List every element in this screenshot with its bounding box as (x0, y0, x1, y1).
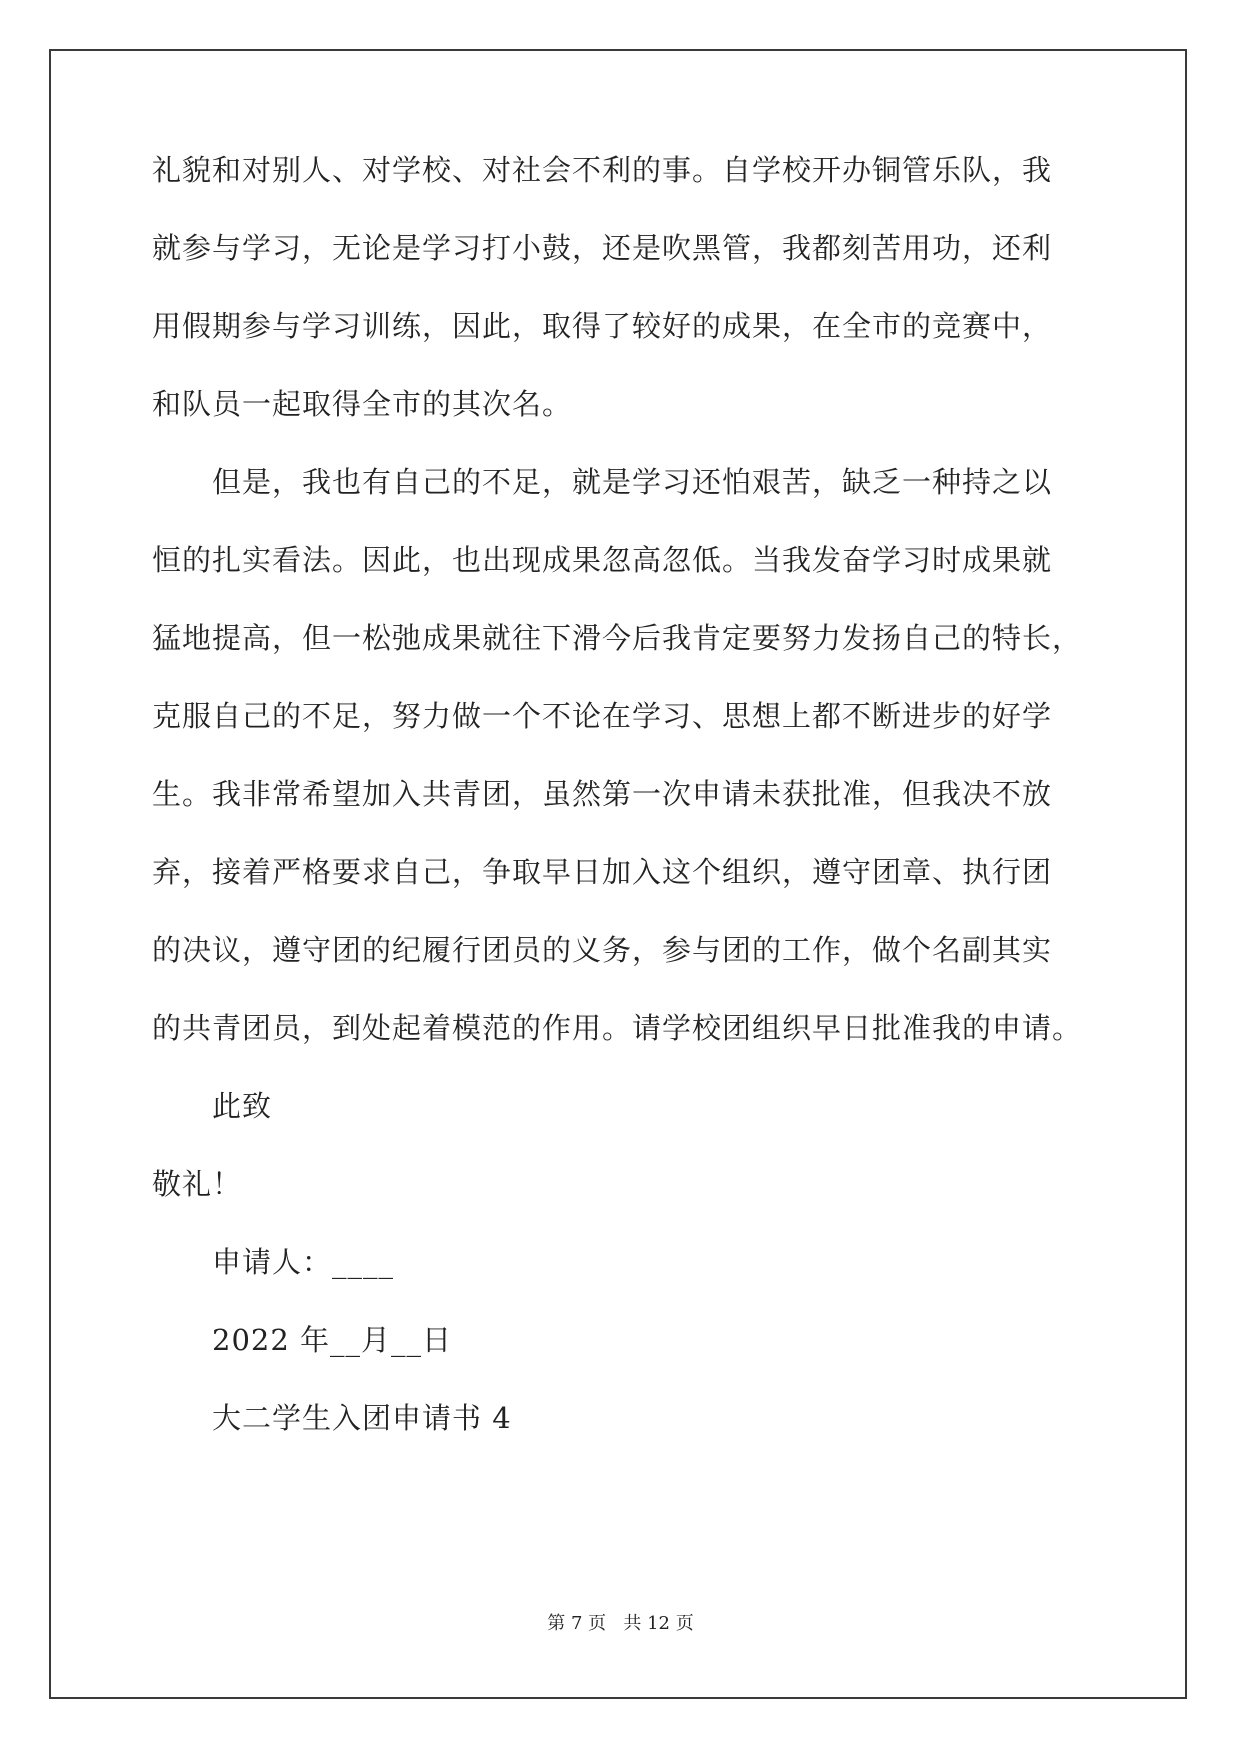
body-line-2: 就参与学习，无论是学习打小鼓，还是吹黑管，我都刻苦用功，还利 (152, 231, 1053, 265)
body-line-10: 弃，接着严格要求自己，争取早日加入这个组织，遵守团章、执行团 (152, 855, 1053, 889)
closing-respect: 敬礼！ (152, 1167, 243, 1201)
applicant-line: 申请人：____ (212, 1245, 395, 1279)
body-line-8: 克服自己的不足，努力做一个不论在学习、思想上都不断进步的好学 (152, 699, 1053, 733)
page-total: 共 12 页 (623, 1613, 694, 1634)
date-line: 2022 年__月__日 (212, 1323, 453, 1357)
body-line-9: 生。我非常希望加入共青团，虽然第一次申请未获批准，但我决不放 (152, 777, 1053, 811)
page-footer (0, 1612, 1241, 1636)
body-line-1: 礼貌和对别人、对学校、对社会不利的事。自学校开办铜管乐队，我 (152, 153, 1053, 187)
body-line-11: 的决议，遵守团的纪履行团员的义务，参与团的工作，做个名副其实 (152, 933, 1053, 967)
body-line-5: 但是，我也有自己的不足，就是学习还怕艰苦，缺乏一种持之以 (212, 465, 1053, 499)
body-line-7: 猛地提高，但一松弛成果就往下滑今后我肯定要努力发扬自己的特长， (152, 621, 1083, 655)
page-number: 第 7 页 (547, 1613, 607, 1634)
body-line-12: 的共青团员，到处起着模范的作用。请学校团组织早日批准我的申请。 (152, 1011, 1083, 1045)
body-line-6: 恒的扎实看法。因此，也出现成果忽高忽低。当我发奋学习时成果就 (152, 543, 1053, 577)
body-line-3: 用假期参与学习训练，因此，取得了较好的成果，在全市的竞赛中， (152, 309, 1053, 343)
body-line-4: 和队员一起取得全市的其次名。 (152, 387, 573, 421)
closing-salutation: 此致 (212, 1089, 273, 1123)
next-section-title: 大二学生入团申请书 4 (212, 1401, 512, 1435)
